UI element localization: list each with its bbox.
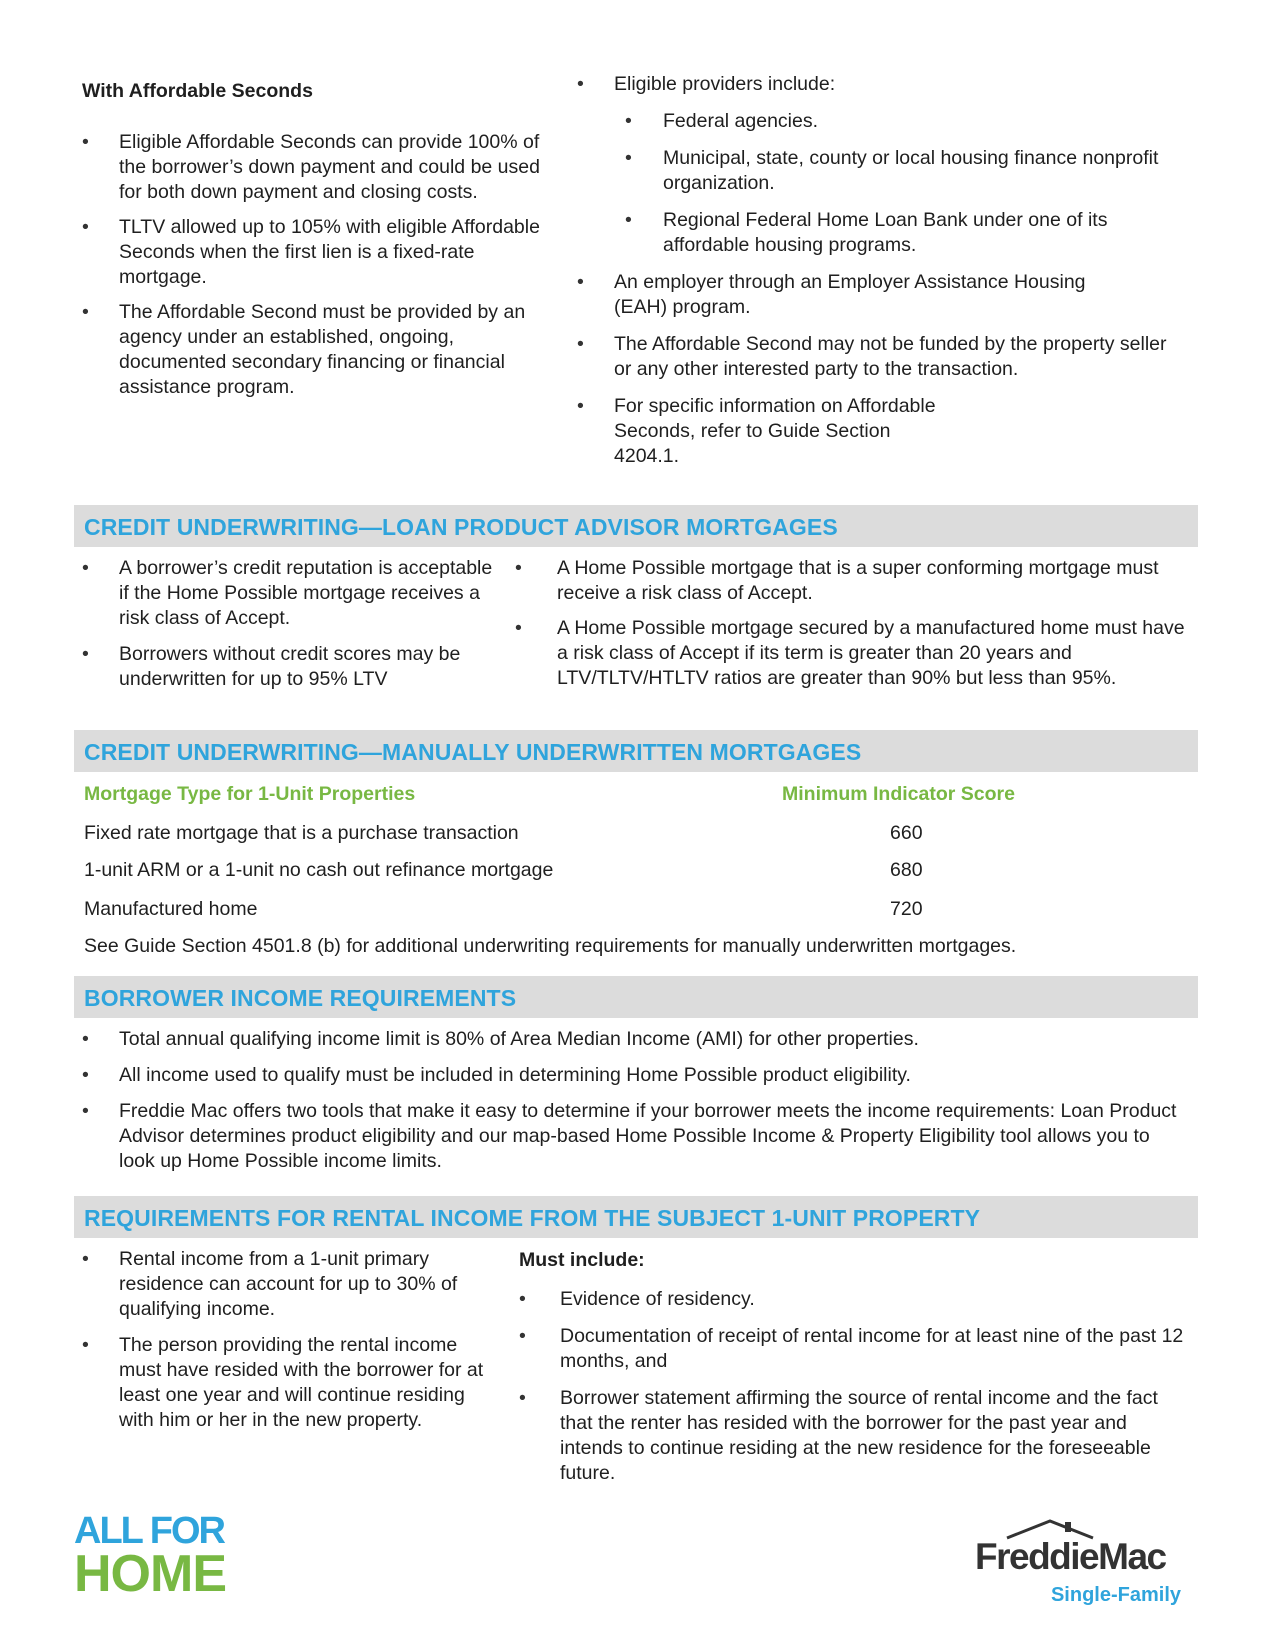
list-item: • Borrowers without credit scores may be underwritten for up to 95% LTV: [82, 643, 461, 690]
list-item: • Federal agencies.: [625, 110, 819, 132]
brand-subline: Single-Family: [1050, 1584, 1181, 1606]
section-title: CREDIT UNDERWRITING—LOAN PRODUCT ADVISOR MORTGAGES: [84, 514, 838, 540]
all-for-home-logo: [74, 1510, 274, 1603]
rental-right-list: [519, 1287, 1194, 1497]
section-header-income: [74, 976, 1198, 1018]
affordable-right-column: [577, 72, 1187, 480]
income-list: [82, 1027, 1187, 1185]
list-item: • Eligible providers include:: [577, 73, 836, 95]
must-include-label: Must include:: [519, 1249, 645, 1271]
row-type: 1-unit ARM or a 1-unit no cash out refinance mortgage: [84, 859, 554, 881]
table-row: [84, 858, 1184, 883]
column-header-score: Minimum Indicator Score: [782, 783, 1015, 805]
affordable-heading: With Affordable Seconds: [82, 80, 313, 102]
affordable-right-list: [577, 270, 1187, 469]
affordable-left-list: [82, 130, 562, 411]
lpa-left-list: [82, 556, 502, 703]
list-item: • A borrower’s credit reputation is acceptable if the Home Possible mortgage receives a risk class of Accept.: [82, 557, 493, 629]
freddie-mac-logo: [975, 1518, 1205, 1618]
section-header-rental: [74, 1196, 1198, 1238]
row-type: Manufactured home: [84, 898, 258, 920]
row-type: Fixed rate mortgage that is a purchase transaction: [84, 822, 519, 844]
list-item: • All income used to qualify must be included in determining Home Possible product eligibility.: [82, 1064, 911, 1086]
list-item: • For specific information on Affordable Seconds, refer to Guide Section 4204.1.: [577, 395, 936, 467]
list-item: • The Affordable Second may not be funded by the property seller or any other interested party to the transaction.: [577, 333, 1167, 380]
providers-list: [577, 109, 1187, 258]
table-row: [84, 821, 1184, 846]
column-header-type: Mortgage Type for 1-Unit Properties: [84, 783, 416, 805]
list-item: • Rental income from a 1-unit primary residence can account for up to 30% of qualifying income.: [82, 1248, 458, 1320]
section-header-manual: [74, 730, 1198, 772]
section-title: REQUIREMENTS FOR RENTAL INCOME FROM THE SUBJECT 1-UNIT PROPERTY: [84, 1205, 981, 1231]
row-score: 680: [890, 859, 923, 881]
list-item: • An employer through an Employer Assistance Housing (EAH) program.: [577, 271, 1086, 318]
row-score: 660: [890, 822, 923, 844]
logo-line-1: ALL FOR: [74, 1510, 224, 1552]
lpa-right-list: [515, 556, 1195, 702]
list-item: • The Affordable Second must be provided by an agency under an established, ongoing, documented secondary financing or financial assistance program.: [82, 301, 526, 398]
section-title: CREDIT UNDERWRITING—MANUALLY UNDERWRITTEN MORTGAGES: [84, 739, 862, 765]
table-row: [84, 897, 1184, 922]
section-header-lpa: [74, 505, 1198, 547]
list-item: • TLTV allowed up to 105% with eligible Affordable Seconds when the first lien is a fixed-rate mortgage.: [82, 216, 540, 288]
list-item: • Total annual qualifying income limit is 80% of Area Median Income (AMI) for other properties.: [82, 1028, 919, 1050]
list-item: • Eligible Affordable Seconds can provide 100% of the borrower’s down payment and could be used for both down payment and closing costs.: [82, 131, 540, 203]
list-item: • Municipal, state, county or local housing finance nonprofit organization.: [625, 147, 1159, 194]
list-item: • Freddie Mac offers two tools that make it easy to determine if your borrower meets the income requirements: Loan Product Advisor determines product eligibility and our map-based Home Possible Income & Property Eligibility tool allows you to look up Home Possible income limits.: [82, 1100, 1177, 1172]
logo-line-2: HOME: [74, 1545, 226, 1603]
list-item: • Evidence of residency.: [519, 1288, 755, 1310]
list-item: • Regional Federal Home Loan Bank under one of its affordable housing programs.: [625, 209, 1108, 256]
rental-left-list: [82, 1247, 507, 1444]
list-item: • A Home Possible mortgage secured by a manufactured home must have a risk class of Accept if its term is greater than 20 years and LTV/TLTV/HTLTV ratios are greater than 90% but less than 95%.: [515, 617, 1185, 689]
list-item: • Documentation of receipt of rental income for at least nine of the past 12 months, and: [519, 1325, 1184, 1372]
brand-name: FreddieMac: [975, 1536, 1166, 1577]
providers-intro-list: [577, 72, 1187, 97]
list-item: • Borrower statement affirming the source of rental income and the fact that the renter has resided with the borrower for the past year and intends to continue residing at the new residence for the foreseeable future.: [519, 1387, 1158, 1484]
manual-note: See Guide Section 4501.8 (b) for additional underwriting requirements for manually underwritten mortgages.: [84, 935, 1017, 957]
list-item: • The person providing the rental income must have resided with the borrower for at least one year and will continue residing with him or her in the new property.: [82, 1334, 484, 1431]
list-item: • A Home Possible mortgage that is a super conforming mortgage must receive a risk class of Accept.: [515, 557, 1159, 604]
row-score: 720: [890, 898, 923, 920]
section-title: BORROWER INCOME REQUIREMENTS: [84, 985, 517, 1011]
